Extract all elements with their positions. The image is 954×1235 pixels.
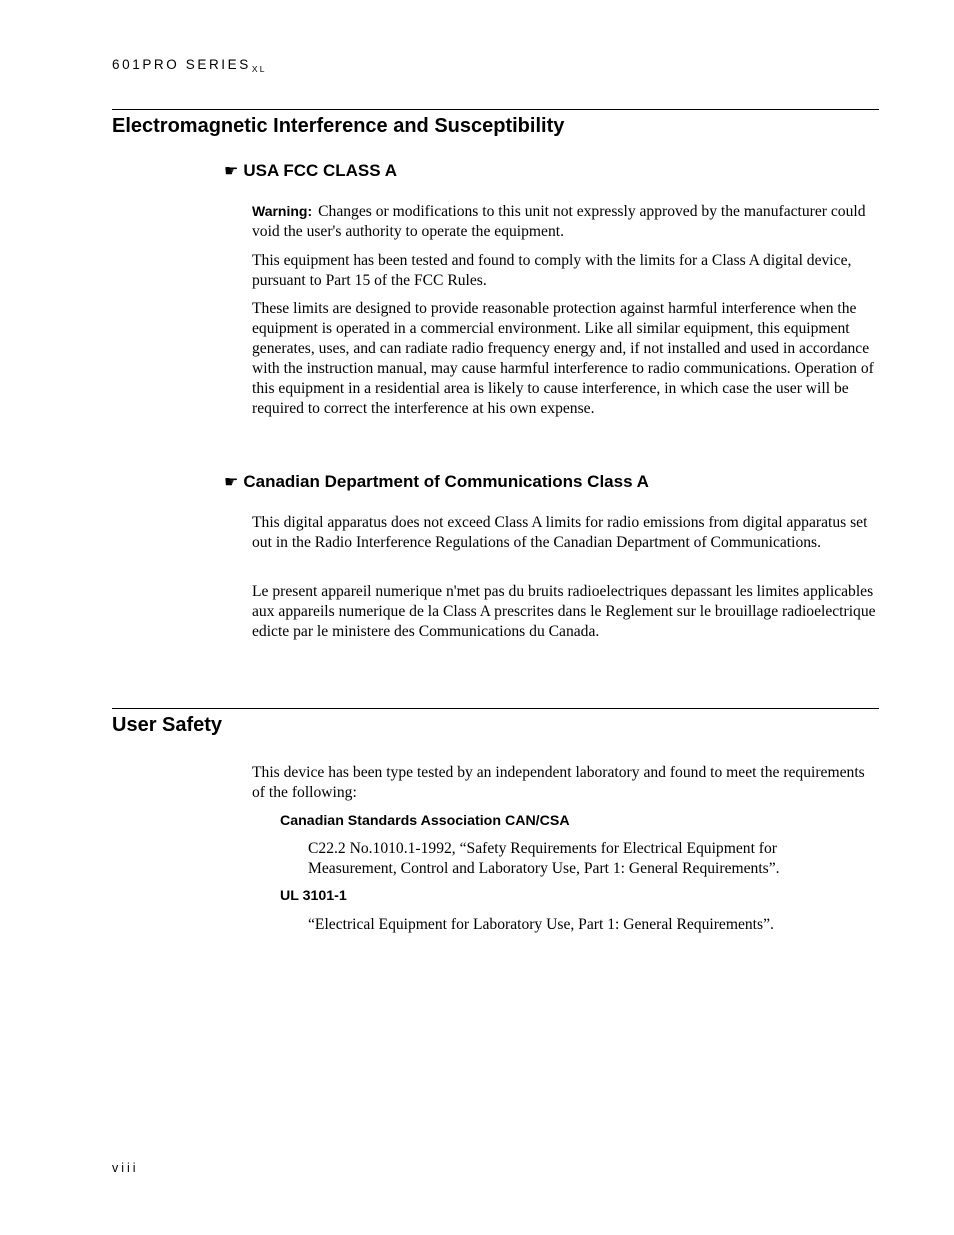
- section-divider-safety: [112, 708, 879, 709]
- page-number: viii: [112, 1161, 139, 1175]
- fcc-warning: [252, 202, 876, 242]
- canada-paragraph-2: Le present appareil numerique n'met pas du bruits radioelectriques depassant les limites applicables aux appareils numerique de la Class A prescrites dans le Reglement sur le brouillage radioelectrique edicte par le ministere des Communications du Canada.: [252, 583, 876, 640]
- canada-paragraph-1: This digital apparatus does not exceed Class A limits for radio emissions from digital apparatus set out in the Radio Interference Regulations of the Canadian Department of Communications.: [252, 514, 868, 551]
- series-title: 601PRO SERIES: [112, 57, 251, 72]
- warning-label: Warning:: [252, 203, 313, 219]
- subhead-canada-label: Canadian Department of Communications Class A: [243, 472, 649, 491]
- standard-text-ul: “Electrical Equipment for Laboratory Use, Part 1: General Requirements”.: [308, 916, 774, 933]
- warning-text: Changes or modifications to this unit not expressly approved by the manufacturer could void the user's authority to operate the equipment.: [252, 203, 866, 240]
- standard-name-ul: UL 3101-1: [280, 888, 347, 904]
- standard-name-csa: Canadian Standards Association CAN/CSA: [280, 813, 570, 829]
- section-title-safety: User Safety: [112, 714, 223, 736]
- fcc-paragraph-2: These limits are designed to provide reasonable protection against harmful interference when the equipment is operated in a commercial environment. Like all similar equipment, this equipment generates, uses, and can radiate radio frequency energy and, if not installed and used in accordance with the instruction manual, may cause harmful interference to radio communications. Operation of this equipment in a residential area is likely to cause interference, in which case the user will be required to correct the interference at his own expense.: [252, 300, 874, 417]
- subhead-fcc: [224, 160, 397, 182]
- safety-intro: This device has been type tested by an independent laboratory and found to meet the requirements of the following:: [252, 764, 865, 801]
- running-header: [112, 57, 267, 74]
- subhead-fcc-label: USA FCC CLASS A: [243, 161, 397, 180]
- pointing-hand-icon: ☛: [224, 472, 239, 491]
- subhead-canada: [224, 471, 649, 493]
- fcc-paragraph-1: This equipment has been tested and found to comply with the limits for a Class A digital device, pursuant to Part 15 of the FCC Rules.: [252, 252, 852, 289]
- standard-text-csa: C22.2 No.1010.1-1992, “Safety Requirements for Electrical Equipment for Measurement, Control and Laboratory Use, Part 1: General Requirements”.: [308, 840, 780, 877]
- section-divider-emi: [112, 109, 879, 110]
- pointing-hand-icon: ☛: [224, 161, 239, 180]
- section-title-emi: Electromagnetic Interference and Susceptibility: [112, 115, 565, 137]
- series-subscript: XL: [251, 64, 267, 74]
